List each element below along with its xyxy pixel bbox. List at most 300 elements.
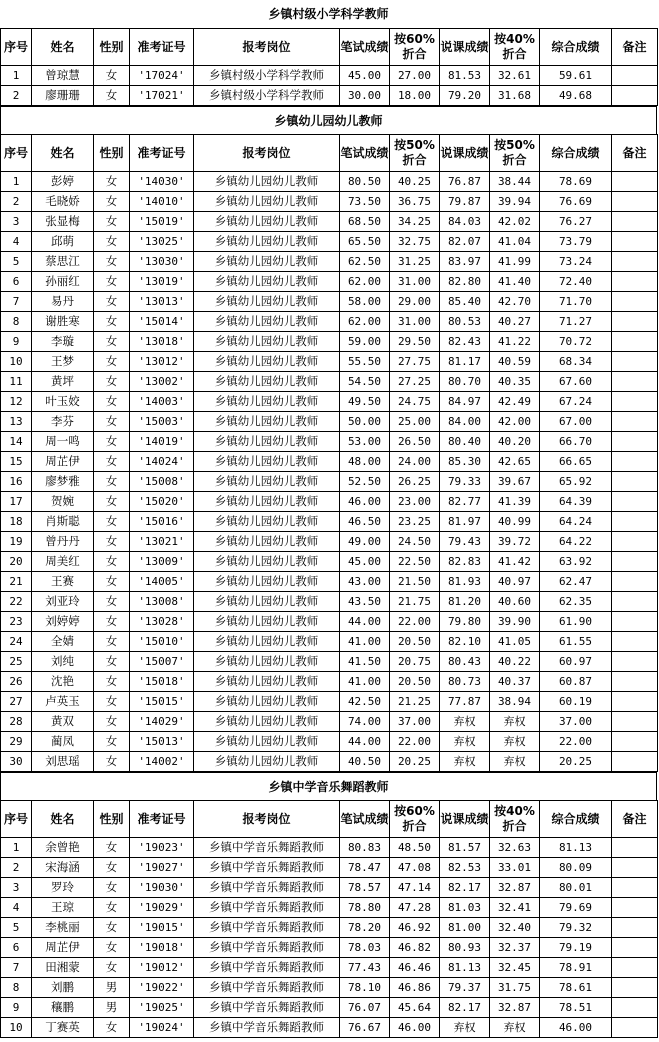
cell-remark	[612, 472, 658, 492]
cell-exam-id: '14005'	[130, 572, 194, 592]
cell-exam-id: '14024'	[130, 452, 194, 472]
cell-lecture-score: 80.70	[440, 372, 490, 392]
column-header: 笔试成绩	[340, 135, 390, 172]
cell-index: 1	[1, 66, 32, 86]
cell-gender: 女	[94, 652, 130, 672]
cell-lecture-score: 80.40	[440, 432, 490, 452]
cell-total-score: 79.19	[540, 938, 612, 958]
cell-total-score: 72.40	[540, 272, 612, 292]
section-title: 乡镇中学音乐舞蹈教师	[0, 772, 657, 800]
cell-position: 乡镇村级小学科学教师	[194, 86, 340, 106]
cell-written-weighted: 27.00	[390, 66, 440, 86]
cell-written-weighted: 45.64	[390, 998, 440, 1018]
cell-written-score: 78.80	[340, 898, 390, 918]
cell-written-score: 80.50	[340, 172, 390, 192]
cell-lecture-weighted: 38.44	[490, 172, 540, 192]
cell-position: 乡镇幼儿园幼儿教师	[194, 672, 340, 692]
cell-index: 9	[1, 332, 32, 352]
cell-lecture-weighted: 39.90	[490, 612, 540, 632]
cell-exam-id: '13008'	[130, 592, 194, 612]
table-row	[1, 998, 658, 1018]
cell-name: 蔺凤	[32, 732, 94, 752]
cell-name: 叶玉姣	[32, 392, 94, 412]
cell-gender: 女	[94, 592, 130, 612]
cell-remark	[612, 1018, 658, 1038]
cell-remark	[612, 192, 658, 212]
cell-index: 30	[1, 752, 32, 772]
cell-lecture-score: 80.93	[440, 938, 490, 958]
column-header: 综合成绩	[540, 29, 612, 66]
cell-lecture-score: 81.53	[440, 66, 490, 86]
cell-position: 乡镇幼儿园幼儿教师	[194, 192, 340, 212]
cell-remark	[612, 86, 658, 106]
cell-written-score: 40.50	[340, 752, 390, 772]
cell-written-score: 43.00	[340, 572, 390, 592]
column-header: 性别	[94, 801, 130, 838]
table-row	[1, 552, 658, 572]
cell-total-score: 61.90	[540, 612, 612, 632]
cell-name: 廖珊珊	[32, 86, 94, 106]
column-header: 备注	[612, 29, 658, 66]
cell-remark	[612, 272, 658, 292]
cell-index: 18	[1, 512, 32, 532]
cell-written-weighted: 26.25	[390, 472, 440, 492]
cell-position: 乡镇中学音乐舞蹈教师	[194, 1018, 340, 1038]
cell-lecture-score: 82.17	[440, 998, 490, 1018]
cell-name: 毛晓娇	[32, 192, 94, 212]
cell-written-weighted: 20.50	[390, 632, 440, 652]
cell-written-score: 78.10	[340, 978, 390, 998]
column-header: 姓名	[32, 801, 94, 838]
cell-lecture-score: 79.33	[440, 472, 490, 492]
cell-lecture-weighted: 41.04	[490, 232, 540, 252]
cell-remark	[612, 212, 658, 232]
cell-lecture-score: 81.57	[440, 838, 490, 858]
cell-name: 王赛	[32, 572, 94, 592]
cell-written-weighted: 21.25	[390, 692, 440, 712]
column-header: 备注	[612, 801, 658, 838]
cell-lecture-weighted: 32.87	[490, 878, 540, 898]
cell-written-weighted: 31.25	[390, 252, 440, 272]
cell-name: 刘鹏	[32, 978, 94, 998]
cell-exam-id: '15014'	[130, 312, 194, 332]
cell-lecture-weighted: 40.27	[490, 312, 540, 332]
cell-exam-id: '15003'	[130, 412, 194, 432]
cell-index: 1	[1, 838, 32, 858]
cell-written-score: 55.50	[340, 352, 390, 372]
table-row	[1, 452, 658, 472]
table-row	[1, 712, 658, 732]
cell-lecture-weighted: 32.40	[490, 918, 540, 938]
table-row	[1, 192, 658, 212]
cell-exam-id: '13030'	[130, 252, 194, 272]
cell-lecture-weighted: 32.37	[490, 938, 540, 958]
cell-exam-id: '19029'	[130, 898, 194, 918]
cell-remark	[612, 958, 658, 978]
cell-total-score: 80.09	[540, 858, 612, 878]
cell-exam-id: '14019'	[130, 432, 194, 452]
cell-position: 乡镇中学音乐舞蹈教师	[194, 978, 340, 998]
cell-total-score: 62.35	[540, 592, 612, 612]
cell-lecture-score: 84.00	[440, 412, 490, 432]
table-row	[1, 918, 658, 938]
cell-remark	[612, 512, 658, 532]
cell-lecture-score: 弃权	[440, 712, 490, 732]
cell-total-score: 49.68	[540, 86, 612, 106]
column-header: 序号	[1, 135, 32, 172]
cell-total-score: 81.13	[540, 838, 612, 858]
cell-exam-id: '19012'	[130, 958, 194, 978]
column-header: 备注	[612, 135, 658, 172]
cell-name: 李桃丽	[32, 918, 94, 938]
cell-exam-id: '13025'	[130, 232, 194, 252]
cell-remark	[612, 532, 658, 552]
cell-remark	[612, 352, 658, 372]
cell-remark	[612, 66, 658, 86]
cell-written-weighted: 32.75	[390, 232, 440, 252]
cell-remark	[612, 572, 658, 592]
table-row	[1, 252, 658, 272]
cell-exam-id: '13012'	[130, 352, 194, 372]
cell-index: 22	[1, 592, 32, 612]
column-header: 准考证号	[130, 135, 194, 172]
cell-exam-id: '17024'	[130, 66, 194, 86]
cell-lecture-weighted: 40.60	[490, 592, 540, 612]
table-row	[1, 292, 658, 312]
cell-exam-id: '15020'	[130, 492, 194, 512]
cell-index: 20	[1, 552, 32, 572]
cell-lecture-score: 82.77	[440, 492, 490, 512]
cell-lecture-weighted: 41.05	[490, 632, 540, 652]
cell-position: 乡镇中学音乐舞蹈教师	[194, 898, 340, 918]
cell-written-weighted: 31.00	[390, 312, 440, 332]
cell-total-score: 60.87	[540, 672, 612, 692]
cell-total-score: 76.27	[540, 212, 612, 232]
table-row	[1, 692, 658, 712]
cell-total-score: 64.24	[540, 512, 612, 532]
cell-exam-id: '14029'	[130, 712, 194, 732]
cell-name: 蔡思江	[32, 252, 94, 272]
cell-exam-id: '15010'	[130, 632, 194, 652]
cell-index: 21	[1, 572, 32, 592]
cell-name: 穰鹏	[32, 998, 94, 1018]
cell-remark	[612, 232, 658, 252]
cell-exam-id: '13018'	[130, 332, 194, 352]
score-table	[0, 28, 658, 106]
cell-remark	[612, 612, 658, 632]
cell-position: 乡镇幼儿园幼儿教师	[194, 252, 340, 272]
cell-written-score: 46.50	[340, 512, 390, 532]
cell-written-score: 78.57	[340, 878, 390, 898]
cell-written-score: 65.50	[340, 232, 390, 252]
cell-exam-id: '13009'	[130, 552, 194, 572]
cell-name: 李芬	[32, 412, 94, 432]
cell-written-weighted: 46.00	[390, 1018, 440, 1038]
cell-written-score: 45.00	[340, 66, 390, 86]
cell-name: 田湘蒙	[32, 958, 94, 978]
column-header: 姓名	[32, 135, 94, 172]
cell-remark	[612, 652, 658, 672]
cell-name: 王琼	[32, 898, 94, 918]
cell-gender: 女	[94, 958, 130, 978]
cell-written-score: 41.00	[340, 672, 390, 692]
cell-gender: 女	[94, 938, 130, 958]
cell-index: 13	[1, 412, 32, 432]
cell-index: 4	[1, 898, 32, 918]
cell-index: 9	[1, 998, 32, 1018]
cell-lecture-score: 79.80	[440, 612, 490, 632]
cell-lecture-weighted: 42.49	[490, 392, 540, 412]
cell-total-score: 78.61	[540, 978, 612, 998]
cell-gender: 女	[94, 878, 130, 898]
cell-position: 乡镇幼儿园幼儿教师	[194, 592, 340, 612]
table-row	[1, 1018, 658, 1038]
cell-remark	[612, 998, 658, 1018]
cell-lecture-score: 79.37	[440, 978, 490, 998]
cell-gender: 女	[94, 292, 130, 312]
cell-gender: 女	[94, 232, 130, 252]
cell-index: 3	[1, 878, 32, 898]
table-header-row	[1, 29, 658, 66]
cell-lecture-score: 81.93	[440, 572, 490, 592]
cell-total-score: 73.79	[540, 232, 612, 252]
cell-position: 乡镇中学音乐舞蹈教师	[194, 998, 340, 1018]
table-row	[1, 838, 658, 858]
cell-lecture-score: 81.03	[440, 898, 490, 918]
cell-exam-id: '15008'	[130, 472, 194, 492]
cell-remark	[612, 938, 658, 958]
cell-written-weighted: 37.00	[390, 712, 440, 732]
section-title: 乡镇村级小学科学教师	[268, 7, 389, 21]
cell-total-score: 68.34	[540, 352, 612, 372]
cell-written-weighted: 18.00	[390, 86, 440, 106]
cell-written-weighted: 47.08	[390, 858, 440, 878]
cell-remark	[612, 392, 658, 412]
cell-total-score: 62.47	[540, 572, 612, 592]
cell-total-score: 37.00	[540, 712, 612, 732]
cell-total-score: 64.39	[540, 492, 612, 512]
cell-name: 刘婷婷	[32, 612, 94, 632]
cell-position: 乡镇幼儿园幼儿教师	[194, 232, 340, 252]
cell-remark	[612, 632, 658, 652]
cell-exam-id: '13021'	[130, 532, 194, 552]
cell-remark	[612, 858, 658, 878]
column-header: 姓名	[32, 29, 94, 66]
cell-gender: 女	[94, 332, 130, 352]
cell-total-score: 78.69	[540, 172, 612, 192]
cell-gender: 女	[94, 492, 130, 512]
column-header: 笔试成绩	[340, 29, 390, 66]
cell-gender: 女	[94, 918, 130, 938]
cell-position: 乡镇幼儿园幼儿教师	[194, 312, 340, 332]
cell-index: 6	[1, 272, 32, 292]
cell-written-score: 42.50	[340, 692, 390, 712]
cell-gender: 女	[94, 732, 130, 752]
cell-written-weighted: 21.50	[390, 572, 440, 592]
cell-total-score: 67.00	[540, 412, 612, 432]
cell-lecture-score: 81.00	[440, 918, 490, 938]
cell-lecture-score: 82.80	[440, 272, 490, 292]
cell-position: 乡镇幼儿园幼儿教师	[194, 332, 340, 352]
table-row	[1, 392, 658, 412]
cell-index: 23	[1, 612, 32, 632]
cell-index: 8	[1, 978, 32, 998]
column-header: 按60%折合	[390, 801, 440, 838]
cell-lecture-score: 弃权	[440, 732, 490, 752]
cell-written-score: 58.00	[340, 292, 390, 312]
cell-index: 2	[1, 858, 32, 878]
score-table	[0, 134, 658, 772]
cell-written-weighted: 24.75	[390, 392, 440, 412]
cell-index: 3	[1, 212, 32, 232]
column-header: 按40%折合	[490, 29, 540, 66]
cell-lecture-weighted: 38.94	[490, 692, 540, 712]
cell-gender: 男	[94, 998, 130, 1018]
cell-exam-id: '14030'	[130, 172, 194, 192]
cell-gender: 女	[94, 512, 130, 532]
cell-lecture-score: 83.97	[440, 252, 490, 272]
cell-lecture-score: 81.13	[440, 958, 490, 978]
cell-lecture-score: 79.20	[440, 86, 490, 106]
cell-written-score: 41.50	[340, 652, 390, 672]
cell-lecture-score: 82.17	[440, 878, 490, 898]
column-header: 报考岗位	[194, 135, 340, 172]
cell-position: 乡镇幼儿园幼儿教师	[194, 632, 340, 652]
cell-position: 乡镇幼儿园幼儿教师	[194, 412, 340, 432]
cell-written-weighted: 47.28	[390, 898, 440, 918]
table-row	[1, 632, 658, 652]
cell-lecture-weighted: 33.01	[490, 858, 540, 878]
cell-exam-id: '13028'	[130, 612, 194, 632]
cell-name: 曾丹丹	[32, 532, 94, 552]
table-row	[1, 612, 658, 632]
cell-position: 乡镇幼儿园幼儿教师	[194, 212, 340, 232]
cell-lecture-score: 82.43	[440, 332, 490, 352]
cell-index: 25	[1, 652, 32, 672]
table-row	[1, 978, 658, 998]
cell-total-score: 70.72	[540, 332, 612, 352]
cell-written-score: 73.50	[340, 192, 390, 212]
cell-total-score: 60.97	[540, 652, 612, 672]
cell-position: 乡镇幼儿园幼儿教师	[194, 512, 340, 532]
column-header: 准考证号	[130, 29, 194, 66]
cell-index: 1	[1, 172, 32, 192]
cell-remark	[612, 332, 658, 352]
table-row	[1, 672, 658, 692]
cell-lecture-weighted: 42.70	[490, 292, 540, 312]
cell-lecture-weighted: 40.35	[490, 372, 540, 392]
cell-remark	[612, 692, 658, 712]
cell-total-score: 73.24	[540, 252, 612, 272]
cell-position: 乡镇中学音乐舞蹈教师	[194, 858, 340, 878]
cell-name: 彭婷	[32, 172, 94, 192]
cell-written-weighted: 27.25	[390, 372, 440, 392]
cell-lecture-weighted: 40.22	[490, 652, 540, 672]
cell-total-score: 20.25	[540, 752, 612, 772]
cell-written-weighted: 20.50	[390, 672, 440, 692]
cell-gender: 女	[94, 432, 130, 452]
cell-name: 沈艳	[32, 672, 94, 692]
table-row	[1, 898, 658, 918]
cell-lecture-weighted: 31.75	[490, 978, 540, 998]
cell-exam-id: '19030'	[130, 878, 194, 898]
cell-gender: 女	[94, 712, 130, 732]
cell-gender: 女	[94, 552, 130, 572]
cell-exam-id: '14010'	[130, 192, 194, 212]
cell-name: 肖斯聪	[32, 512, 94, 532]
table-row	[1, 512, 658, 532]
cell-position: 乡镇幼儿园幼儿教师	[194, 292, 340, 312]
cell-exam-id: '19023'	[130, 838, 194, 858]
cell-written-weighted: 46.46	[390, 958, 440, 978]
cell-remark	[612, 592, 658, 612]
cell-name: 黄双	[32, 712, 94, 732]
cell-lecture-weighted: 弃权	[490, 712, 540, 732]
cell-name: 卢英玉	[32, 692, 94, 712]
cell-written-score: 76.07	[340, 998, 390, 1018]
cell-position: 乡镇幼儿园幼儿教师	[194, 432, 340, 452]
cell-written-score: 52.50	[340, 472, 390, 492]
cell-remark	[612, 312, 658, 332]
table-row	[1, 492, 658, 512]
cell-written-score: 62.00	[340, 272, 390, 292]
cell-gender: 女	[94, 632, 130, 652]
cell-written-score: 68.50	[340, 212, 390, 232]
cell-name: 周芷伊	[32, 938, 94, 958]
cell-lecture-score: 80.43	[440, 652, 490, 672]
cell-position: 乡镇幼儿园幼儿教师	[194, 272, 340, 292]
cell-name: 周美红	[32, 552, 94, 572]
cell-written-score: 44.00	[340, 612, 390, 632]
cell-remark	[612, 552, 658, 572]
cell-lecture-score: 82.10	[440, 632, 490, 652]
cell-total-score: 22.00	[540, 732, 612, 752]
cell-lecture-weighted: 40.20	[490, 432, 540, 452]
cell-remark	[612, 372, 658, 392]
cell-written-weighted: 26.50	[390, 432, 440, 452]
cell-total-score: 60.19	[540, 692, 612, 712]
table-header-row	[1, 135, 658, 172]
cell-total-score: 79.69	[540, 898, 612, 918]
cell-lecture-score: 85.40	[440, 292, 490, 312]
cell-exam-id: '19015'	[130, 918, 194, 938]
cell-lecture-weighted: 41.22	[490, 332, 540, 352]
table-row	[1, 312, 658, 332]
section-title: 乡镇幼儿园幼儿教师	[0, 106, 657, 134]
cell-index: 5	[1, 252, 32, 272]
cell-written-weighted: 25.00	[390, 412, 440, 432]
cell-gender: 女	[94, 252, 130, 272]
cell-written-weighted: 21.75	[390, 592, 440, 612]
cell-index: 28	[1, 712, 32, 732]
cell-gender: 女	[94, 312, 130, 332]
cell-exam-id: '13019'	[130, 272, 194, 292]
cell-written-weighted: 46.82	[390, 938, 440, 958]
cell-gender: 女	[94, 352, 130, 372]
cell-lecture-score: 81.97	[440, 512, 490, 532]
cell-written-weighted: 40.25	[390, 172, 440, 192]
cell-lecture-score: 弃权	[440, 1018, 490, 1038]
cell-written-score: 77.43	[340, 958, 390, 978]
table-row	[1, 272, 658, 292]
cell-position: 乡镇幼儿园幼儿教师	[194, 472, 340, 492]
table-row	[1, 332, 658, 352]
cell-gender: 女	[94, 692, 130, 712]
cell-index: 16	[1, 472, 32, 492]
cell-gender: 女	[94, 1018, 130, 1038]
cell-exam-id: '13002'	[130, 372, 194, 392]
cell-lecture-score: 80.53	[440, 312, 490, 332]
